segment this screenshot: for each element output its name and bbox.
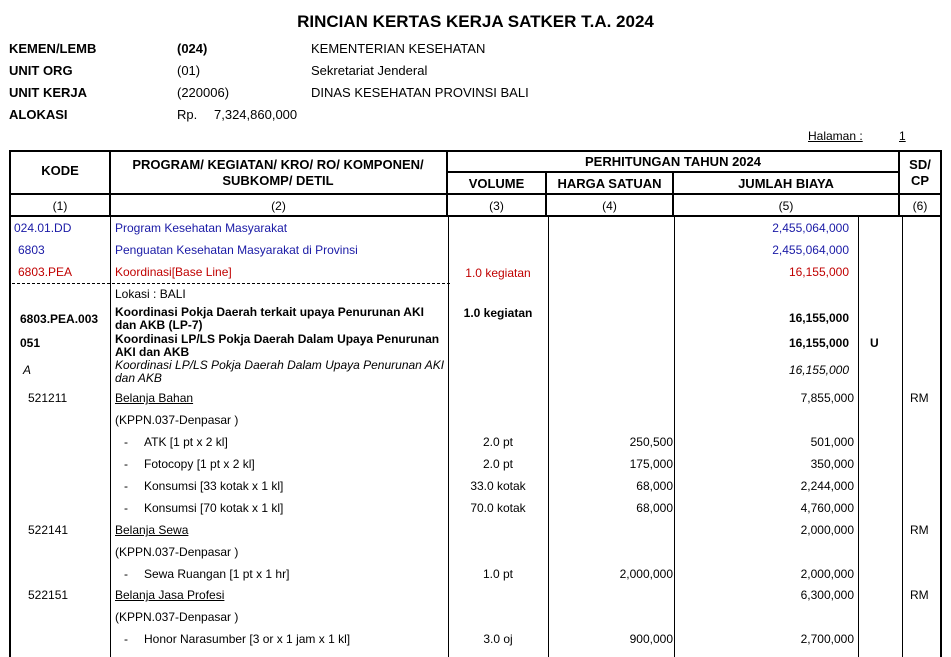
th-program: PROGRAM/ KEGIATAN/ KRO/ RO/ KOMPONEN/ SUBKOMP/ DETIL (132, 157, 424, 188)
header-value-unit-kerja: DINAS KESEHATAN PROVINSI BALI (311, 85, 529, 100)
col-number-4: (4) (602, 199, 617, 213)
page-title: RINCIAN KERTAS KERJA SATKER T.A. 2024 (297, 12, 654, 31)
row-jumlah: 2,244,000 (800, 479, 854, 493)
row-dash: - (124, 501, 128, 515)
row-lokasi: Lokasi : BALI (115, 287, 186, 301)
row-harga: 250,500 (629, 435, 673, 449)
row-dash: - (124, 479, 128, 493)
row-divider (9, 215, 942, 217)
row-uraian: Program Kesehatan Masyarakat (115, 221, 288, 235)
col-divider (902, 215, 903, 657)
col-divider (858, 215, 859, 657)
row-sdcp: U (870, 336, 879, 350)
row-uraian: Koordinasi Pokja Daerah terkait upaya Penurunan AKI dan AKB (LP-7) (115, 305, 424, 332)
col-divider (940, 215, 942, 657)
col-number-2: (2) (271, 199, 286, 213)
row-volume: 33.0 kotak (470, 479, 526, 493)
row-kode: A (23, 363, 32, 377)
header-label-unit-kerja: UNIT KERJA (9, 85, 88, 100)
col-number-6: (6) (912, 199, 928, 213)
row-uraian: ATK [1 pt x 2 kl] (144, 435, 228, 449)
row-harga: 175,000 (629, 457, 673, 471)
row-kode: 521211 (28, 391, 68, 405)
row-jumlah: 501,000 (810, 435, 854, 449)
row-sdcp: RM (910, 588, 929, 602)
row-kppn: (KPPN.037-Denpasar ) (115, 545, 239, 559)
col-divider (110, 215, 111, 657)
th-kode: KODE (41, 163, 79, 178)
row-jumlah: 16,155,000 (788, 363, 849, 377)
row-uraian: Fotocopy [1 pt x 2 kl] (144, 457, 255, 471)
header-code-unit-kerja: (220006) (177, 85, 230, 100)
header-label-kementerian: KEMEN/LEMB (9, 41, 97, 56)
row-dash: - (124, 632, 128, 646)
header-code-alokasi: Rp. (177, 107, 198, 122)
row-jumlah: 16,155,000 (788, 265, 849, 279)
row-jumlah: 6,300,000 (800, 588, 854, 602)
row-volume: 2.0 pt (482, 457, 514, 471)
row-volume: 70.0 kotak (470, 501, 526, 515)
row-sdcp: RM (910, 391, 929, 405)
row-harga: 900,000 (629, 632, 673, 646)
header-value-alokasi: 7,324,860,000 (214, 107, 298, 122)
row-uraian: Konsumsi [70 kotak x 1 kl] (144, 501, 284, 515)
th-volume: VOLUME (468, 176, 525, 191)
col-divider (674, 215, 675, 657)
header-label-unit-org: UNIT ORG (9, 63, 73, 78)
row-kode: 522151 (28, 588, 69, 602)
row-uraian: Penguatan Kesehatan Masyarakat di Provinsi (115, 243, 358, 257)
th-sdcp: SD/ CP (909, 157, 931, 188)
row-jumlah: 2,455,064,000 (772, 243, 849, 257)
row-harga: 68,000 (636, 501, 673, 515)
col-number-5: (5) (778, 199, 794, 213)
row-harga: 68,000 (636, 479, 673, 493)
row-uraian: Koordinasi LP/LS Pokja Daerah Dalam Upaya Penurunan AKI dan AKB (115, 332, 440, 359)
row-jumlah: 16,155,000 (788, 311, 849, 325)
row-kode: 6803 (18, 243, 45, 257)
header-value-kementerian: KEMENTERIAN KESEHATAN (311, 41, 486, 56)
row-volume: 1.0 kegiatan (463, 306, 533, 320)
dashed-separator (12, 283, 450, 284)
header-code-kementerian: (024) (177, 41, 208, 56)
row-jumlah: 7,855,000 (800, 391, 854, 405)
row-kode: 051 (20, 336, 41, 350)
row-jumlah: 350,000 (810, 457, 854, 471)
row-uraian: Honor Narasumber [3 or x 1 jam x 1 kl] (144, 632, 351, 646)
row-dash: - (124, 567, 128, 581)
row-volume: 1.0 pt (482, 567, 514, 581)
row-kode: 6803.PEA.003 (20, 312, 99, 326)
row-volume: 3.0 oj (483, 632, 513, 646)
row-jumlah: 4,760,000 (800, 501, 854, 515)
row-kppn: (KPPN.037-Denpasar ) (115, 610, 239, 624)
row-jumlah: 2,700,000 (800, 632, 854, 646)
th-jumlah-biaya: JUMLAH BIAYA (738, 176, 834, 191)
header-value-unit-org: Sekretariat Jenderal (311, 63, 428, 78)
row-kode: 6803.PEA (18, 265, 73, 279)
row-jumlah: 2,000,000 (800, 523, 854, 537)
col-number-3: (3) (489, 199, 504, 213)
row-kppn: (KPPN.037-Denpasar ) (115, 413, 239, 427)
col-divider (548, 215, 549, 657)
row-uraian: Belanja Jasa Profesi (115, 588, 225, 602)
row-uraian: Koordinasi LP/LS Pokja Daerah Dalam Upaya Penurunan AKI dan AKB (115, 358, 445, 385)
row-uraian: Konsumsi [33 kotak x 1 kl] (144, 479, 284, 493)
row-uraian: Belanja Bahan (115, 391, 194, 405)
row-uraian: Belanja Sewa (115, 523, 189, 537)
row-harga: 2,000,000 (619, 567, 673, 581)
row-divider (446, 171, 898, 173)
th-perhitungan: PERHITUNGAN TAHUN 2024 (584, 154, 761, 169)
row-uraian: Koordinasi[Base Line] (115, 265, 232, 279)
halaman-value: 1 (899, 129, 906, 143)
row-dash: - (124, 457, 128, 471)
row-kode: 522141 (28, 523, 69, 537)
header-label-alokasi: ALOKASI (9, 107, 68, 122)
halaman-label: Halaman : (808, 129, 863, 143)
row-jumlah: 2,000,000 (800, 567, 854, 581)
row-volume: 2.0 pt (482, 435, 514, 449)
row-jumlah: 2,455,064,000 (772, 221, 849, 235)
row-divider (9, 193, 942, 195)
row-sdcp: RM (910, 523, 929, 537)
header-code-unit-org: (01) (177, 63, 201, 78)
row-jumlah: 16,155,000 (788, 336, 849, 350)
row-volume: 1.0 kegiatan (465, 266, 531, 280)
row-kode: 024.01.DD (14, 221, 72, 235)
row-uraian: Sewa Ruangan [1 pt x 1 hr] (144, 567, 290, 581)
col-divider (9, 215, 11, 657)
col-number-1: (1) (52, 199, 68, 213)
th-harga-satuan: HARGA SATUAN (557, 176, 662, 191)
row-dash: - (124, 435, 128, 449)
